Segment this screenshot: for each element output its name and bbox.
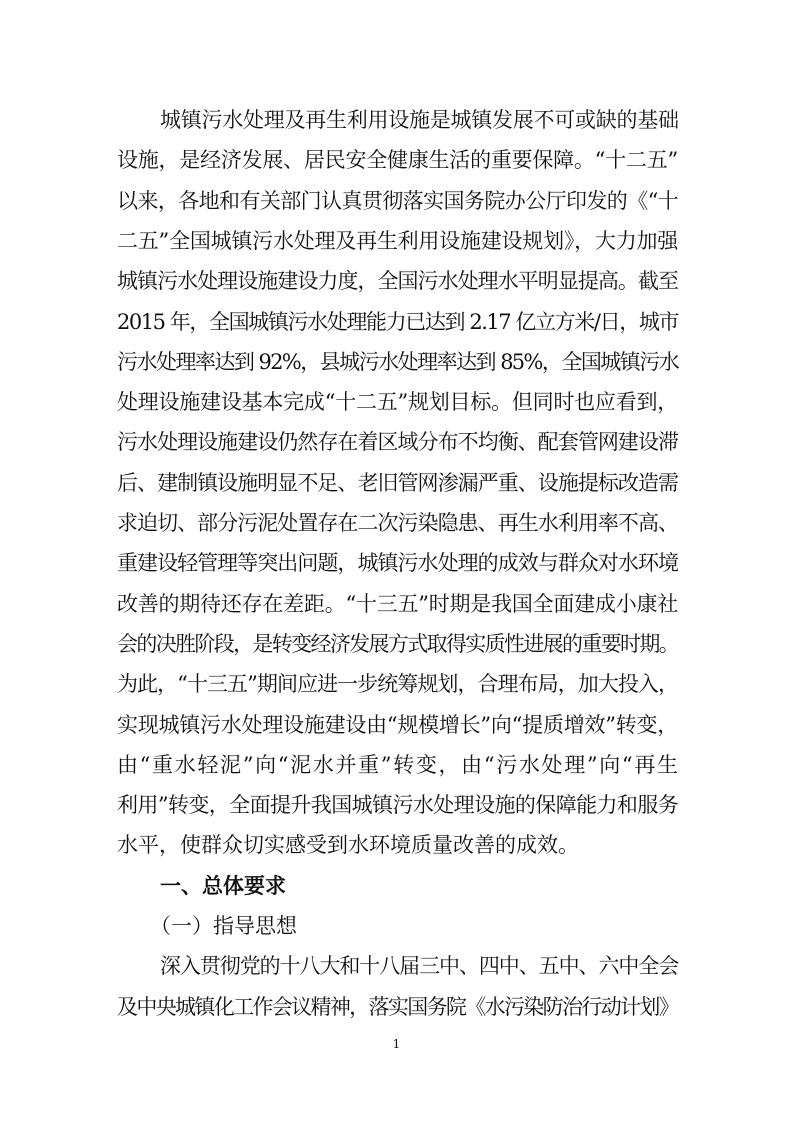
paragraph-line: 及中央城镇化工作会议精神，落实国务院《水污染防治行动计划》 bbox=[117, 995, 678, 1019]
paragraph-line: 污水处理率达到 92%，县城污水处理率达到 85%，全国城镇污水 bbox=[117, 350, 678, 374]
paragraph-line: 设施，是经济发展、居民安全健康生活的重要保障。“十二五” bbox=[117, 148, 678, 172]
paragraph-line: 污水处理设施建设仍然存在着区域分布不均衡、配套管网建设滞 bbox=[117, 430, 678, 454]
paragraph-line: 重建设轻管理等突出问题，城镇污水处理的成效与群众对水环境 bbox=[117, 551, 678, 575]
paragraph-line: 2015 年，全国城镇污水处理能力已达到 2.17 亿立方米/日，城市 bbox=[117, 310, 678, 334]
paragraph-line: 以来，各地和有关部门认真贯彻落实国务院办公厅印发的《“十 bbox=[117, 189, 678, 213]
paragraph-line: 实现城镇污水处理设施建设由“规模增长”向“提质增效”转变， bbox=[117, 713, 678, 737]
paragraph-line: 由“重水轻泥”向“泥水并重”转变，由“污水处理”向“再生 bbox=[117, 753, 678, 777]
paragraph-line: 城镇污水处理设施建设力度，全国污水处理水平明显提高。截至 bbox=[117, 269, 678, 293]
section-heading: 一、总体要求 bbox=[160, 874, 286, 898]
paragraph-line: 改善的期待还存在差距。“十三五”时期是我国全面建成小康社 bbox=[117, 592, 678, 616]
paragraph-line: 求迫切、部分污泥处置存在二次污染隐患、再生水利用率不高、 bbox=[117, 511, 678, 535]
paragraph-line: 后、建制镇设施明显不足、老旧管网渗漏严重、设施提标改造需 bbox=[117, 471, 678, 495]
paragraph-line: 利用”转变，全面提升我国城镇污水处理设施的保障能力和服务 bbox=[117, 793, 678, 817]
paragraph-line: 水平，使群众切实感受到水环境质量改善的成效。 bbox=[117, 833, 579, 857]
paragraph-line: 会的决胜阶段，是转变经济发展方式取得实质性进展的重要时期。 bbox=[117, 632, 678, 656]
paragraph-line: 深入贯彻党的十八大和十八届三中、四中、五中、六中全会 bbox=[160, 954, 678, 978]
paragraph-line: 城镇污水处理及再生利用设施是城镇发展不可或缺的基础 bbox=[160, 108, 679, 132]
paragraph-line: 二五”全国城镇污水处理及再生利用设施建设规划》，大力加强 bbox=[117, 229, 678, 253]
subsection-heading: （一）指导思想 bbox=[150, 914, 297, 938]
paragraph-line: 为此，“十三五”期间应进一步统筹规划，合理布局，加大投入， bbox=[117, 672, 678, 696]
page-number: 1 bbox=[392, 1037, 401, 1051]
paragraph-line: 处理设施建设基本完成“十二五”规划目标。但同时也应看到， bbox=[117, 390, 678, 414]
